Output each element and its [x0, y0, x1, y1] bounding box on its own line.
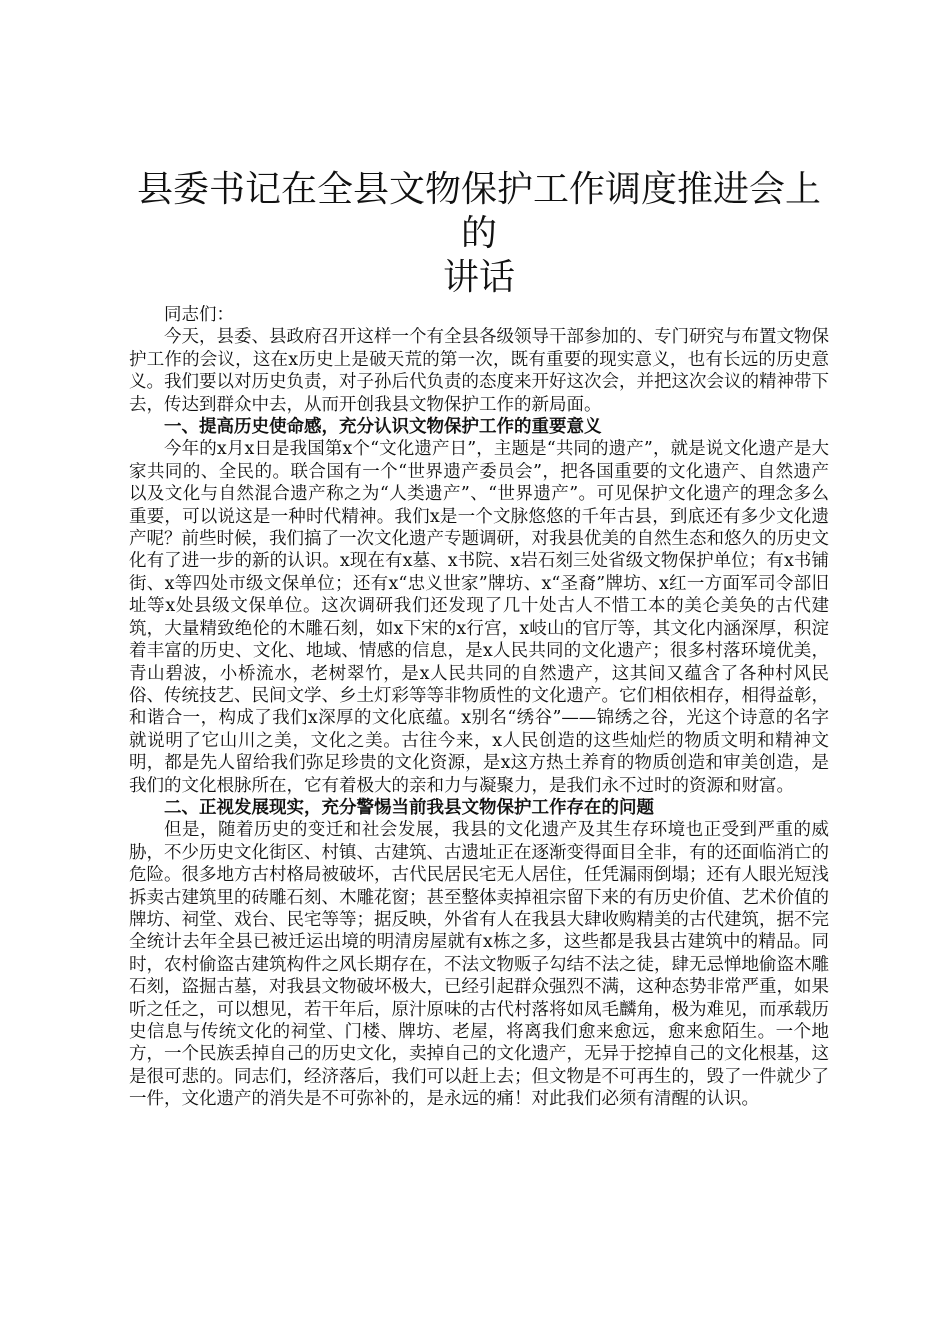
section-2-paragraph: 但是，随着历史的变迁和社会发展，我县的文化遗产及其生存环境也正受到严重的威胁，不少历史文化街区、村镇、古建筑、古遗址正在逐渐变得面目全非，有的还面临消亡的危险。很多地方古村格局被破坏，古代民居民宅无人居住，任凭漏雨倒塌；还有人眼光短浅拆卖古建筑里的砖雕石刻、木雕花窗；甚至整体卖掉祖宗留下来的有历史价值、艺术价值的牌坊、祠堂、戏台、民宅等等；据反映，外省有人在我县大肆收购精美的古代建筑，据不完全统计去年全县已被迁运出境的明清房屋就有x栋之多，这些都是我县古建筑中的精品。同时，农村偷盗古建筑构件之风长期存在，不法文物贩子勾结不法之徒，肆无忌惮地偷盗木雕石刻，盗掘古墓，对我县文物破坏极大，已经引起群众强烈不满，这种态势非常严重，如果听之任之，可以想见，若干年后，原汁原味的古代村落将如凤毛麟角，极为难见，而承载历史信息与传统文化的祠堂、门楼、牌坊、老屋，将离我们愈来愈远，愈来愈陌生。一个地方，一个民族丢掉自己的历史文化，卖掉自己的文化遗产，无异于挖掉自己的文化根基，这是很可悲的。同志们，经济落后，我们可以赶上去；但文物是不可再生的，毁了一件就少了一件，文化遗产的消失是不可弥补的，是永远的痛！对此我们必须有清醒的认识。	[129, 820, 829, 1110]
title-line-1: 县委书记在全县文物保护工作调度推进会上的	[136, 169, 821, 254]
title-line-2: 讲话	[442, 257, 515, 298]
section-1-heading: 一、提高历史使命感，充分认识文物保护工作的重要意义	[164, 417, 602, 438]
intro-paragraph: 今天，县委、县政府召开这样一个有全县各级领导干部参加的、专门研究与布置文物保护工作的会议，这在x历史上是破天荒的第一次，既有重要的现实意义，也有长远的历史意义。我们要以对历史负责，对子孙后代负责的态度来开好这次会，并把这次会议的精神带下去，传达到群众中去，从而开创我县文物保护工作的新局面。	[129, 327, 829, 415]
document-page	[129, 168, 829, 1111]
section-1-paragraph: 今年的x月x日是我国第x个“文化遗产日”，主题是“共同的遗产”，就是说文化遗产是大家共同的、全民的。联合国有一个“世界遗产委员会”，把各国重要的文化遗产、自然遗产以及文化与自然混合遗产称之为“人类遗产”、“世界遗产”。可见保护文化遗产的理念多么重要，可以说这是一种时代精神。我们x是一个文脉悠悠的千年古县，到底还有多少文化遗产呢？前些时候，我们搞了一次文化遗产专题调研，对我县优美的自然生态和悠久的历史文化有了进一步的新的认识。x现在有x墓、x书院、x岩石刻三处省级文物保护单位；有x书铺街、x等四处市级文保单位；还有x“忠义世家”牌坊、x“圣裔”牌坊、x红一方面军司令部旧址等x处县级文保单位。这次调研我们还发现了几十处古人不惜工本的美仑美奂的古代建筑，大量精致绝伦的木雕石刻，如x下宋的x行宫，x岐山的官厅等，其文化内涵深厚，积淀着丰富的历史、文化、地域、情感的信息，是x人民共同的文化遗产；很多村落环境优美，青山碧波，小桥流水，老树翠竹，是x人民共同的自然遗产，这其间又蕴含了各种村风民俗、传统技艺、民间文学、乡土灯彩等等非物质性的文化遗产。它们相依相存，相得益彰，和谐合一，构成了我们x深厚的文化底蕴。x别名“绣谷”——锦绣之谷，光这个诗意的名字就说明了它山川之美，文化之美。古往今来，x人民创造的这些灿烂的物质文明和精神文明，都是先人留给我们弥足珍贵的文化资源，是x这方热土养育的物质创造和审美创造，是我们的文化根脉所在，它有着极大的亲和力与凝聚力，是我们永不过时的资源和财富。	[129, 439, 829, 796]
section-2-heading: 二、正视发展现实，充分警惕当前我县文物保护工作存在的问题	[164, 797, 654, 818]
salutation: 同志们：	[164, 305, 234, 325]
document-title	[129, 168, 829, 300]
